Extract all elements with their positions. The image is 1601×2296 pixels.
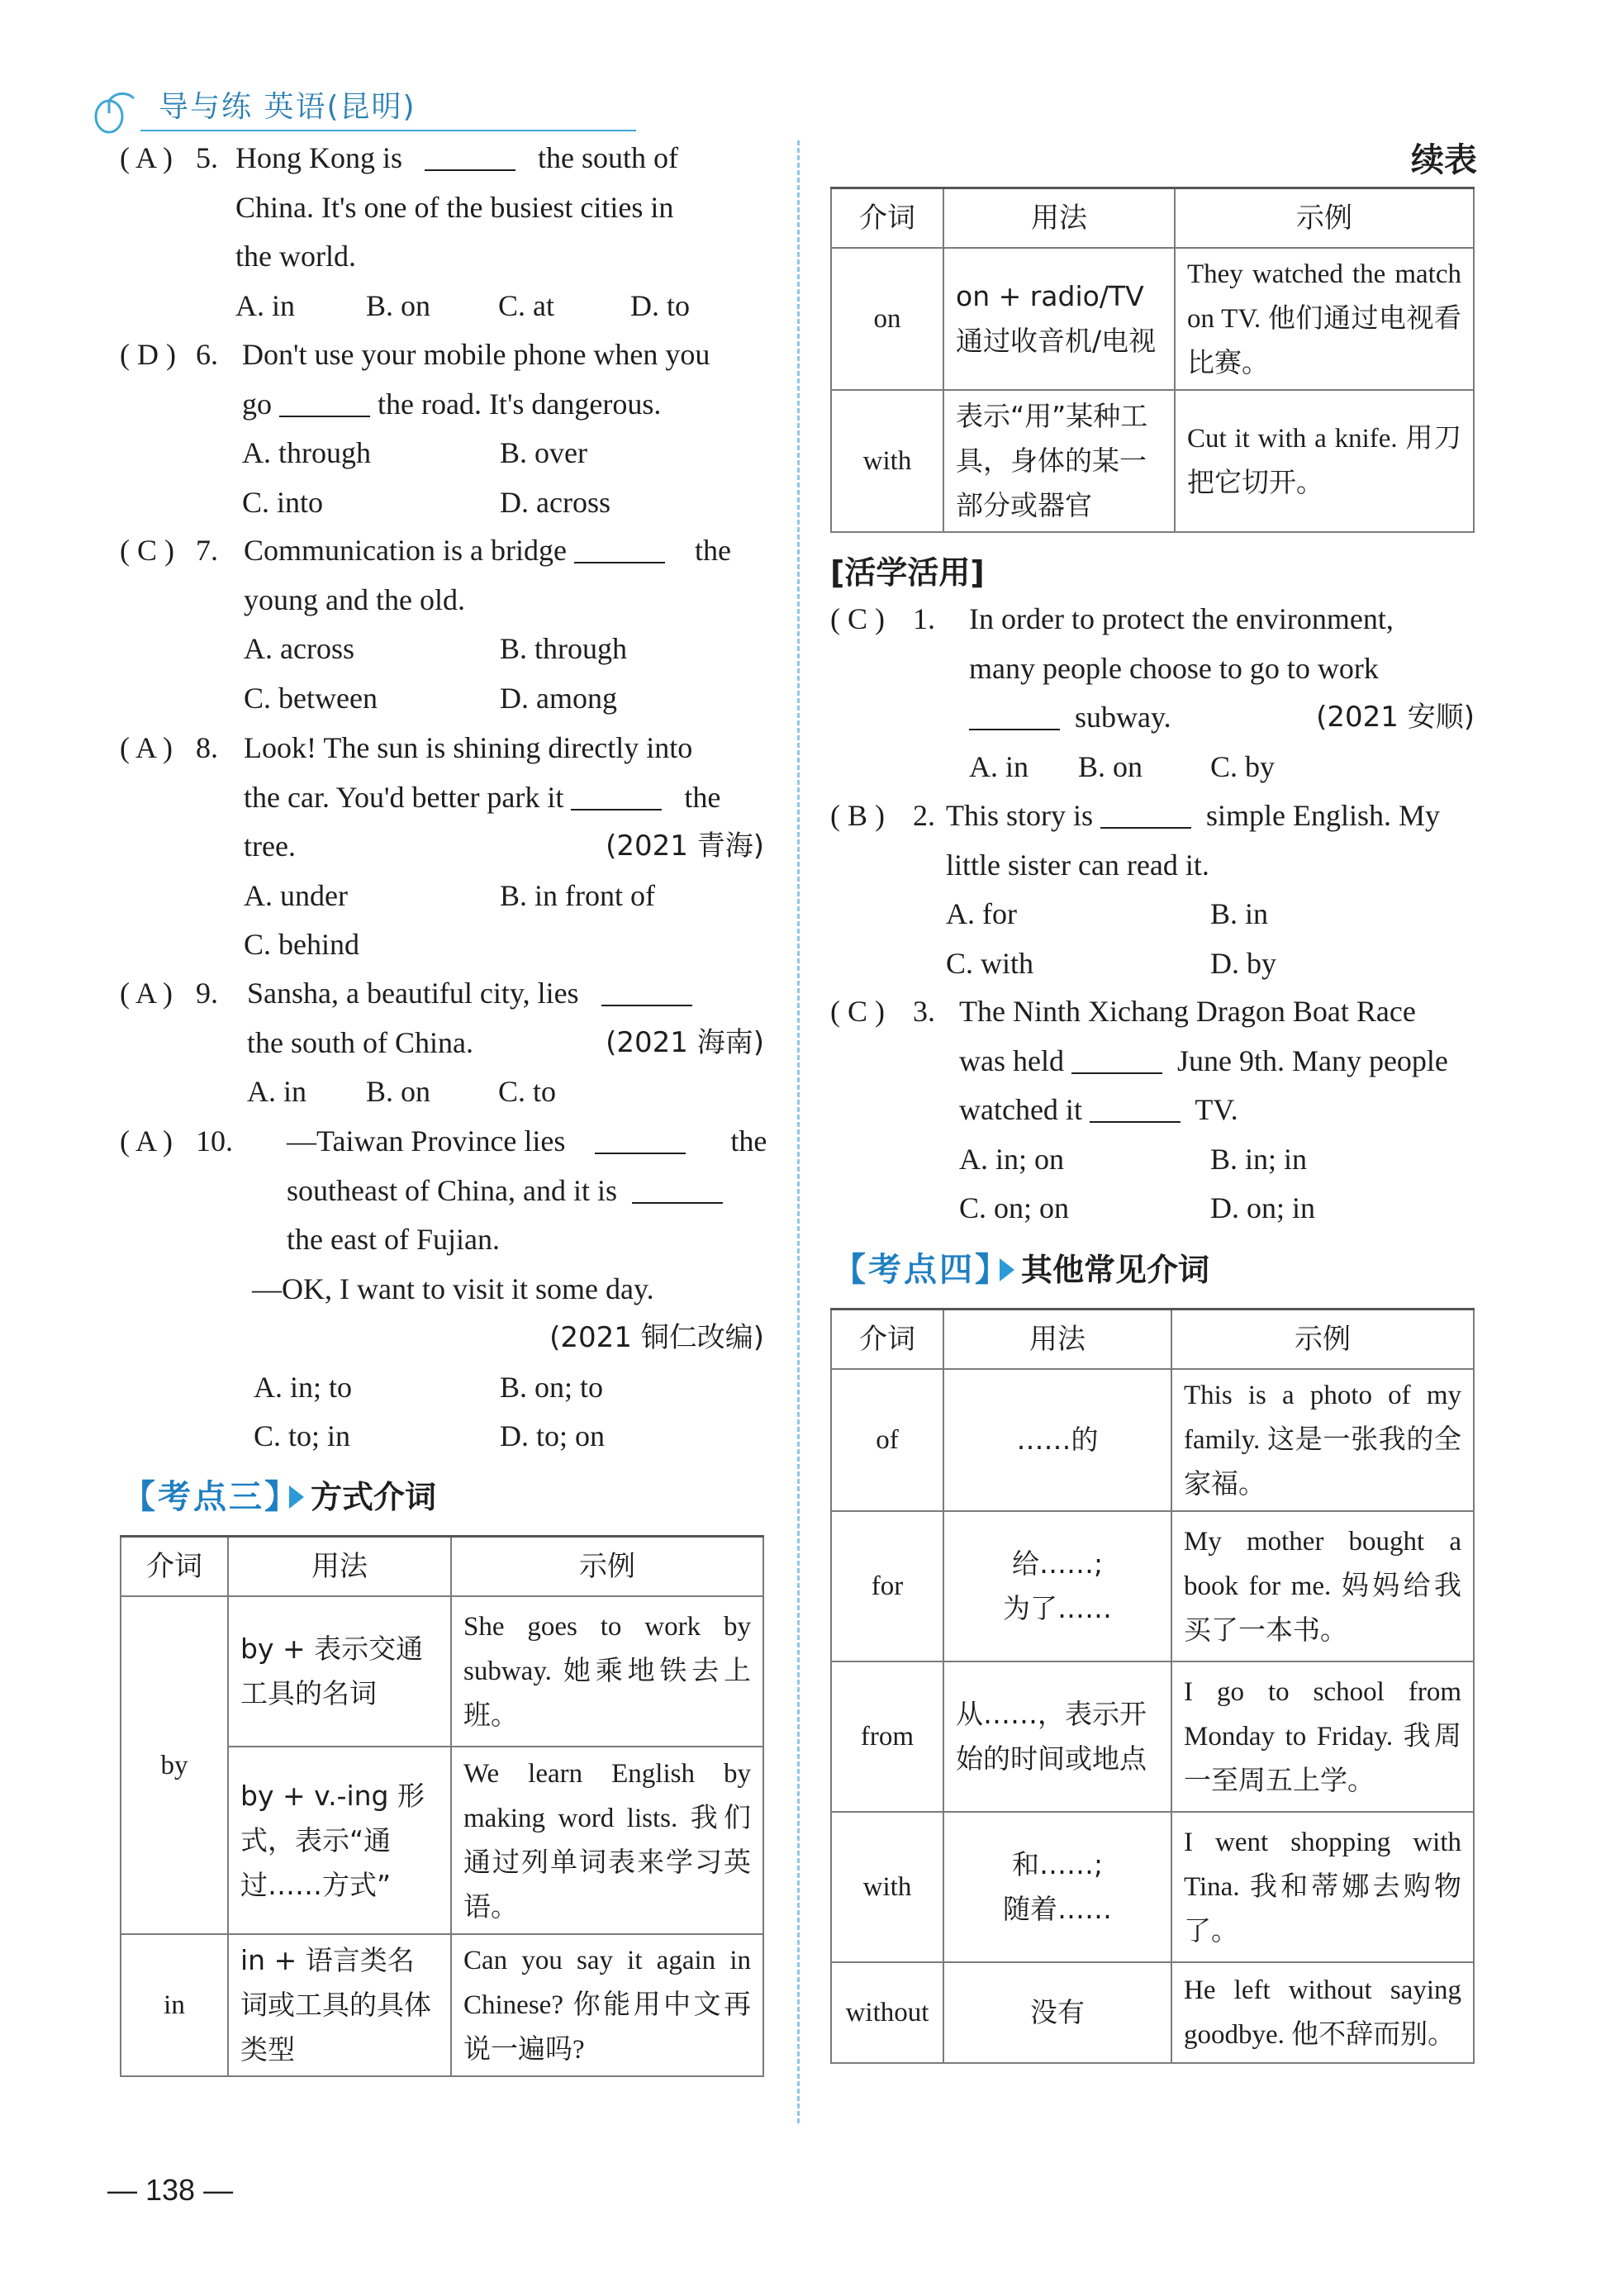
prep-cell: in (121, 1934, 228, 2076)
prep-cell: from (831, 1661, 943, 1812)
question-text: TV. (1195, 1093, 1238, 1126)
section-title: 其他常见介词 (1021, 1252, 1210, 1288)
table-row (121, 1596, 763, 1747)
question-text: young and the old. (244, 582, 465, 616)
play-arrow-icon (289, 1486, 304, 1509)
column-header: 用法 (943, 188, 1175, 249)
usage-cell (943, 1511, 1171, 1661)
answer-blank[interactable] (595, 1128, 686, 1154)
option[interactable]: C. to (498, 1075, 557, 1108)
prep-cell: for (831, 1511, 943, 1661)
example-cell: He left without saying goodbye. 他不辞而别。 (1171, 1962, 1474, 2063)
section-3-heading: 【考点三】 方式介词 (116, 1471, 760, 1524)
option[interactable]: B. in; in (1210, 1142, 1308, 1176)
option[interactable]: C. with (946, 946, 1034, 980)
section-tag: 考点三 (158, 1478, 264, 1516)
answer-blank[interactable] (632, 1177, 723, 1204)
column-header: 用法 (943, 1310, 1171, 1370)
book-mouse-logo-icon (91, 87, 139, 135)
header-title: 导与练 英语(昆明) (159, 90, 416, 124)
answer-blank[interactable] (425, 145, 515, 171)
option[interactable]: D. to; on (500, 1419, 606, 1452)
answer-blank[interactable] (1100, 802, 1191, 829)
answer-blank[interactable] (1090, 1096, 1181, 1123)
option[interactable]: C. at (498, 288, 554, 322)
column-header: 介词 (121, 1537, 228, 1597)
option[interactable]: B. on; to (500, 1370, 604, 1404)
question-text: little sister can read it. (946, 848, 1209, 882)
question-text: This story is (946, 799, 1094, 832)
option[interactable]: A. in (247, 1075, 306, 1108)
question-number: 3 (913, 995, 928, 1028)
option[interactable]: A. under (244, 878, 348, 912)
question-text: many people choose to go to work (969, 651, 1379, 685)
question-5: ( A ) 5. Hong Kong is the south of China. It's one of the busiest cities in the world. A. in B. on C. at D. to (120, 134, 764, 332)
continued-table (830, 187, 1475, 533)
question-answer: C (848, 995, 868, 1028)
example-cell: This is a photo of my family. 这是一张我的全家福。 (1171, 1369, 1474, 1511)
example-cell: We learn English by making word lists. 我们通过列单词表来学习英语。 (451, 1747, 763, 1934)
table-row (831, 1369, 1474, 1511)
option[interactable]: C. to; in (254, 1419, 351, 1452)
question-text: the car. You'd better park it (244, 780, 564, 814)
option[interactable]: B. on (366, 288, 431, 322)
option[interactable]: C. between (244, 681, 378, 715)
example-cell: I went shopping with Tina. 我和蒂娜去购物了。 (1171, 1812, 1474, 1962)
question-7: ( C ) 7. Communication is a bridge the young and the old. A. across B. through C. between D. among (120, 526, 764, 725)
section-title: 方式介词 (311, 1479, 437, 1515)
question-text: Don't use your mobile phone when you (242, 338, 710, 371)
example-cell: She goes to work by subway. 她乘地铁去上班。 (451, 1596, 763, 1747)
question-source: (2021 铜仁改编) (549, 1321, 764, 1354)
usage-line: 和……; (1011, 1848, 1104, 1880)
table-row (831, 248, 1474, 390)
question-text: southeast of China, and it is (287, 1173, 617, 1207)
usage-cell (943, 1812, 1171, 1962)
answer-blank[interactable] (571, 784, 662, 810)
option[interactable]: D. by (1210, 946, 1276, 980)
question-text: the world. (235, 240, 356, 273)
question-answer: C (848, 602, 868, 635)
question-answer: B (848, 799, 868, 832)
section-tag: 考点四 (868, 1251, 975, 1289)
usage-cell: by + 表示交通工具的名词 (228, 1596, 451, 1747)
column-divider (797, 140, 800, 2123)
question-text: the (684, 780, 721, 814)
question-text: In order to protect the environment, (969, 602, 1394, 635)
question-6: ( D ) 6. Don't use your mobile phone when you go the road. It's dangerous. A. through B. over C. into D. across (120, 330, 764, 529)
question-answer: A (135, 141, 156, 174)
question-text: the (694, 534, 731, 567)
question-number: 9 (196, 977, 211, 1010)
table-row (831, 1962, 1474, 2063)
option[interactable]: B. in (1210, 897, 1269, 930)
question-text: the south of China. (247, 1025, 473, 1059)
usage-cell: 没有 (943, 1962, 1171, 2063)
table-row (831, 1661, 1474, 1812)
question-number: 7 (196, 534, 211, 567)
option[interactable]: A. in (969, 749, 1029, 783)
practice-question-3: ( C ) 3. The Ninth Xichang Dragon Boat Race was held June 9th. Many people watched it TV. A. in; on B. in; in C. on; on D. on; in (830, 987, 1475, 1235)
practice-question-2: ( B ) 2. This story is simple English. My little sister can read it. A. for B. in C. with D. by (830, 791, 1475, 990)
column-header: 介词 (831, 1310, 943, 1370)
option[interactable]: B. through (500, 632, 628, 665)
option[interactable]: B. on (366, 1075, 431, 1108)
question-answer: D (137, 338, 159, 371)
column-header: 用法 (228, 1537, 451, 1597)
option[interactable]: A. for (946, 897, 1017, 930)
column-header: 示例 (451, 1537, 763, 1597)
practice-label: [活学活用] (830, 554, 985, 591)
question-number: 5 (196, 141, 211, 174)
column-header: 介词 (831, 188, 943, 249)
option[interactable]: A. in; to (254, 1370, 353, 1404)
question-number: 8 (196, 731, 211, 764)
practice-question-1: ( C ) 1. In order to protect the environment, many people choose to go to work subway. (2021 安顺) A. in B. on C. by (830, 595, 1475, 793)
prep-cell: with (831, 390, 943, 532)
example-cell: Cut it with a knife. 用刀把它切开。 (1175, 390, 1474, 532)
question-9: ( A ) 9. Sansha, a beautiful city, lies the south of China. (2021 海南) A. in B. on C. to (120, 969, 764, 1118)
table-row (831, 1812, 1474, 1962)
question-text: Hong Kong is (235, 141, 403, 174)
question-answer: A (135, 1124, 156, 1158)
option[interactable]: D. among (500, 681, 617, 715)
answer-blank[interactable] (1071, 1048, 1162, 1074)
column-header: 示例 (1171, 1310, 1474, 1370)
usage-cell: 表示“用”某种工具，身体的某一部分或器官 (943, 390, 1175, 532)
question-text: Sansha, a beautiful city, lies (247, 977, 579, 1010)
option[interactable]: D. across (500, 485, 610, 519)
prep-cell: by (121, 1596, 228, 1934)
question-text: tree. (244, 830, 296, 863)
option[interactable]: C. on; on (959, 1191, 1070, 1224)
question-text: go (242, 387, 272, 421)
question-number: 1 (913, 602, 928, 635)
section-4-heading: 【考点四】 其他常见介词 (826, 1243, 1470, 1296)
usage-cell: by + v.-ing 形式，表示“通过……方式” (228, 1747, 451, 1934)
usage-cell: in + 语言类名词或工具的具体类型 (228, 1934, 451, 2076)
usage-line: 随着…… (1003, 1893, 1112, 1925)
question-source: (2021 海南) (606, 1025, 764, 1059)
table-row (121, 1934, 763, 2076)
usage-cell: 从……，表示开始的时间或地点 (943, 1661, 1171, 1812)
question-text: was held (959, 1043, 1064, 1077)
question-10: ( A ) 10. —Taiwan Province lies the southeast of China, and it is the east of Fujian. —OK, I want to visit it some day. (2021 铜仁改编) A. in; to B. on; to C. to; in D. to; on (120, 1117, 764, 1464)
page-header (91, 78, 553, 136)
question-answer: C (137, 534, 158, 567)
answer-bracket: ( A ) (120, 141, 173, 174)
option[interactable]: B. over (500, 436, 587, 469)
example-cell: I go to school from Monday to Friday. 我周一至周五上学。 (1171, 1661, 1474, 1812)
example-cell: Can you say it again in Chinese? 你能用中文再说一遍吗? (451, 1934, 763, 2076)
option[interactable]: D. on; in (1210, 1191, 1316, 1224)
example-cell: My mother bought a book for me. 妈妈给我买了一本书。 (1171, 1511, 1474, 1661)
option[interactable]: D. to (630, 288, 690, 322)
usage-cell: on + radio/TV 通过收音机/电视 (943, 248, 1175, 390)
question-text: the road. It's dangerous. (378, 387, 662, 421)
answer-blank[interactable] (601, 980, 692, 1006)
option[interactable]: B. in front of (500, 878, 655, 912)
option[interactable]: C. by (1210, 749, 1276, 783)
question-number: 10 (196, 1124, 226, 1158)
column-header: 示例 (1175, 188, 1474, 249)
question-number: 6 (196, 338, 211, 371)
prep-cell: on (831, 248, 943, 390)
usage-cell: ……的 (943, 1369, 1171, 1511)
play-arrow-icon (1000, 1258, 1014, 1281)
question-text: subway. (1075, 701, 1171, 734)
question-text: the (730, 1124, 767, 1158)
section-3-table (120, 1535, 764, 2077)
question-text: watched it (959, 1093, 1082, 1126)
option[interactable]: A. through (242, 436, 371, 469)
usage-line: 给……; (1011, 1547, 1104, 1580)
question-answer: A (135, 977, 156, 1010)
table-row (831, 1511, 1474, 1661)
question-text: simple English. My (1206, 799, 1441, 832)
question-text: China. It's one of the busiest cities in (235, 190, 674, 224)
option[interactable]: C. into (242, 485, 324, 519)
option[interactable]: C. behind (244, 928, 359, 961)
question-text: Look! The sun is shining directly into (244, 731, 693, 764)
question-text: the south of (538, 141, 678, 174)
header-rule (140, 130, 636, 131)
question-text: —OK, I want to visit it some day. (252, 1272, 654, 1305)
example-cell: They watched the match on TV. 他们通过电视看比赛。 (1175, 248, 1474, 390)
prep-cell: without (831, 1962, 943, 2063)
question-number: 2 (913, 799, 928, 832)
option[interactable]: A. across (244, 632, 354, 665)
option[interactable]: A. in (235, 288, 295, 322)
option[interactable]: B. on (1078, 749, 1143, 783)
answer-blank[interactable] (969, 704, 1060, 730)
question-source: (2021 安顺) (1316, 701, 1475, 734)
answer-blank[interactable] (279, 391, 370, 417)
prep-cell: with (831, 1812, 943, 1962)
section-4-table (830, 1308, 1475, 2064)
question-text: The Ninth Xichang Dragon Boat Race (959, 995, 1416, 1028)
question-text: —Taiwan Province lies (287, 1124, 566, 1158)
usage-line: 为了…… (1003, 1592, 1112, 1624)
question-source: (2021 青海) (606, 830, 764, 863)
prep-cell: of (831, 1369, 943, 1511)
answer-blank[interactable] (574, 537, 665, 563)
question-answer: A (135, 731, 156, 764)
option[interactable]: A. in; on (959, 1142, 1065, 1176)
page-number: — 138 — (107, 2173, 234, 2207)
question-text: Communication is a bridge (244, 534, 567, 567)
question-text: the east of Fujian. (287, 1223, 500, 1256)
table-row (831, 390, 1474, 532)
continued-label: 续表 (1411, 141, 1477, 179)
question-text: June 9th. Many people (1176, 1043, 1448, 1077)
question-8: ( A ) 8. Look! The sun is shining directly into the car. You'd better park it the tree. (2021 青海) A. under B. in front of C. behind (120, 724, 764, 972)
